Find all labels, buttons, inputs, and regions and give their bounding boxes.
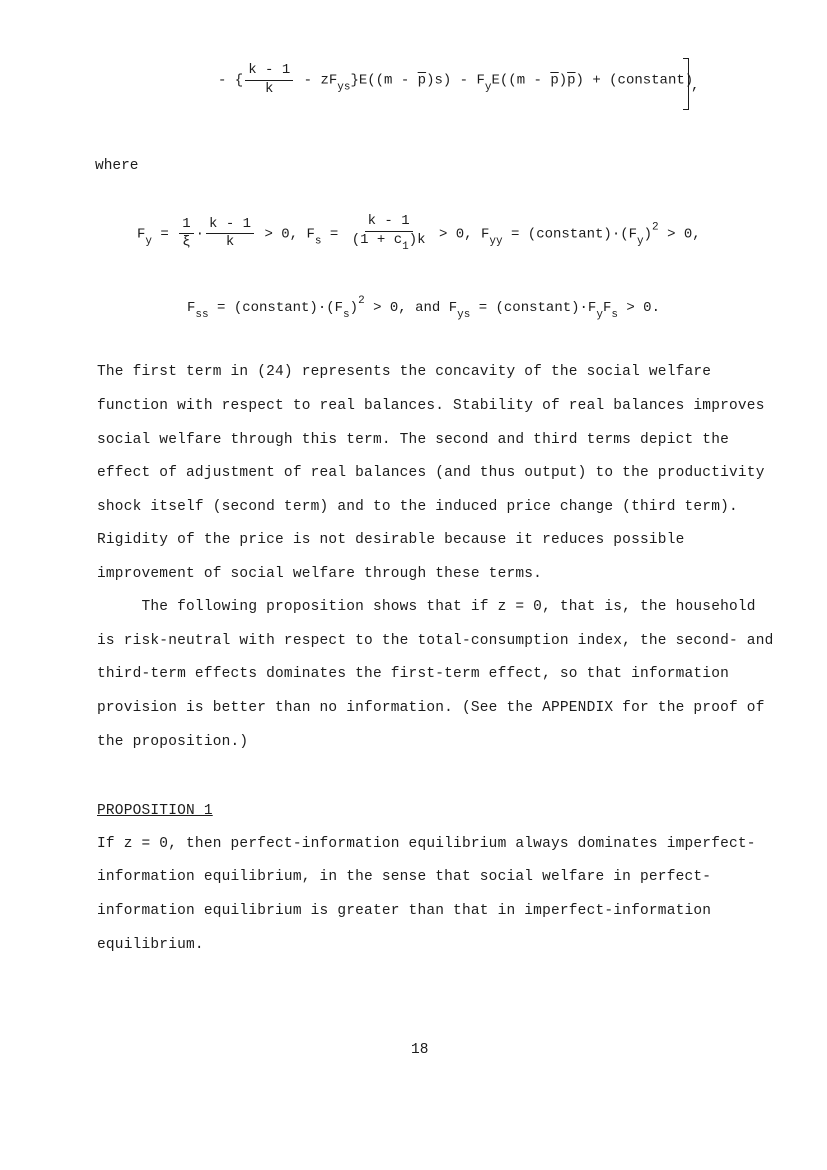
where-label: where xyxy=(95,158,139,174)
eq1-lead: - { xyxy=(218,72,244,89)
eq1-part3-sub: y xyxy=(484,81,492,94)
paragraph-1-line-1: The first term in (24) represents the concavity of the social welfare xyxy=(97,364,712,380)
fyy-close: ) xyxy=(643,226,653,243)
eq2-f3-den-a: (1 + c xyxy=(351,231,403,248)
paragraph-1-line-6: Rigidity of the price is not desirable because it reduces possible xyxy=(97,532,685,548)
paragraph-1-line-5: shock itself (second term) and to the induced price change (third term). xyxy=(97,499,738,515)
fyy-sub2: y xyxy=(637,235,644,248)
fss-close: ) xyxy=(349,300,359,316)
paragraph-2-line-5: the proposition.) xyxy=(97,734,249,750)
fss-sub2: s xyxy=(343,309,350,321)
eq2-f1-den: ξ xyxy=(182,234,191,251)
paragraph-2-line-4: provision is better than no information. (See the APPENDIX for the proof of xyxy=(97,700,765,716)
fys-rest: = (constant)·F xyxy=(478,300,597,316)
eq2-fraction-1 xyxy=(179,216,193,252)
fs-sub: s xyxy=(314,235,322,248)
eq1-part1-sub: ys xyxy=(337,81,351,94)
fyy-sup: 2 xyxy=(652,221,659,234)
page-number: 18 xyxy=(411,1042,429,1058)
eq1-part6: ) + (constant) xyxy=(575,72,694,89)
fy-symbol: F xyxy=(137,226,146,243)
eq2-gt-3: > 0, xyxy=(667,226,701,243)
eq1-part4: E((m - xyxy=(491,72,551,89)
equation-line-3 xyxy=(187,295,660,321)
fs-symbol: F xyxy=(306,226,315,243)
fy-sub: y xyxy=(145,235,153,248)
fss-symbol: F xyxy=(187,300,196,316)
closing-bracket xyxy=(683,58,689,110)
paragraph-1-line-4: effect of adjustment of real balances (and thus output) to the productivity xyxy=(97,465,765,481)
eq2-equals-1: = xyxy=(160,226,169,243)
fys-sub3: s xyxy=(611,309,618,321)
eq3-end: > 0. xyxy=(626,300,660,316)
proposition-heading: PROPOSITION 1 xyxy=(97,803,213,819)
eq1-trail: , xyxy=(691,78,700,94)
fyy-sub: yy xyxy=(489,235,503,248)
eq3-mid: > 0, and F xyxy=(373,300,458,316)
fss-rest: = (constant)·(F xyxy=(217,300,344,316)
eq2-fraction-3 xyxy=(349,213,429,254)
eq2-f1-num: 1 xyxy=(179,216,193,235)
eq1-fraction xyxy=(245,62,293,98)
paragraph-3-line-2: information equilibrium, in the sense that social welfare in perfect- xyxy=(97,869,712,885)
eq2-gt-2: > 0, xyxy=(438,226,473,243)
fys-sub2: y xyxy=(596,309,603,321)
paragraph-3-line-4: equilibrium. xyxy=(97,937,204,953)
eq2-fraction-2 xyxy=(206,216,254,252)
eq2-f3-den xyxy=(349,232,429,255)
fss-sup: 2 xyxy=(358,295,365,307)
paragraph-2-line-2: is risk-neutral with respect to the total-consumption index, the second- and xyxy=(97,633,774,649)
equation-line-1 xyxy=(218,62,693,98)
eq2-f2-den: k xyxy=(225,234,235,251)
eq1-part3: )s) - F xyxy=(426,72,485,89)
eq1-part2: }E((m - xyxy=(350,72,418,89)
fyy-rest: = (constant)·(F xyxy=(511,226,638,243)
paragraph-2-line-3: third-term effects dominates the first-term effect, so that information xyxy=(97,666,730,682)
paragraph-3-line-1: If z = 0, then perfect-information equilibrium always dominates imperfect- xyxy=(97,836,756,852)
eq1-frac-den: k xyxy=(265,80,274,97)
eq1-pbar-1: $\overline{p}$ xyxy=(417,72,427,89)
paragraph-1-line-2: function with respect to real balances. Stability of real balances improves xyxy=(97,398,765,414)
eq2-dot: · xyxy=(195,226,205,243)
eq1-pbar-2: $\overline{p}$ xyxy=(550,72,559,89)
equation-line-2 xyxy=(137,213,701,254)
eq2-f3-den-b: )k xyxy=(408,231,426,248)
eq2-gt-1: > 0, xyxy=(264,226,299,243)
paragraph-1-line-7: improvement of social welfare through these terms. xyxy=(97,566,543,582)
paragraph-3-line-3: information equilibrium is greater than that in imperfect-information xyxy=(97,903,712,919)
eq2-equals-2: = xyxy=(329,226,339,243)
fys-sub: ys xyxy=(457,309,471,321)
eq2-f3-den-sub: 1 xyxy=(402,240,409,253)
eq1-part5: ) xyxy=(558,72,568,89)
eq1-pbar-3: $\overline{p}$ xyxy=(567,72,576,89)
paragraph-1-line-3: social welfare through this term. The second and third terms depict the xyxy=(97,432,730,448)
paragraph-2-line-1: The following proposition shows that if z = 0, that is, the household xyxy=(97,599,756,615)
eq2-f3-num: k - 1 xyxy=(365,213,413,232)
eq1-frac-num: k - 1 xyxy=(245,62,293,81)
eq2-f2-num: k - 1 xyxy=(206,216,254,235)
eq1-part1: - zF xyxy=(303,72,338,89)
fyy-symbol: F xyxy=(480,226,490,243)
fys-f: F xyxy=(602,300,612,316)
fss-sub: ss xyxy=(195,309,209,321)
